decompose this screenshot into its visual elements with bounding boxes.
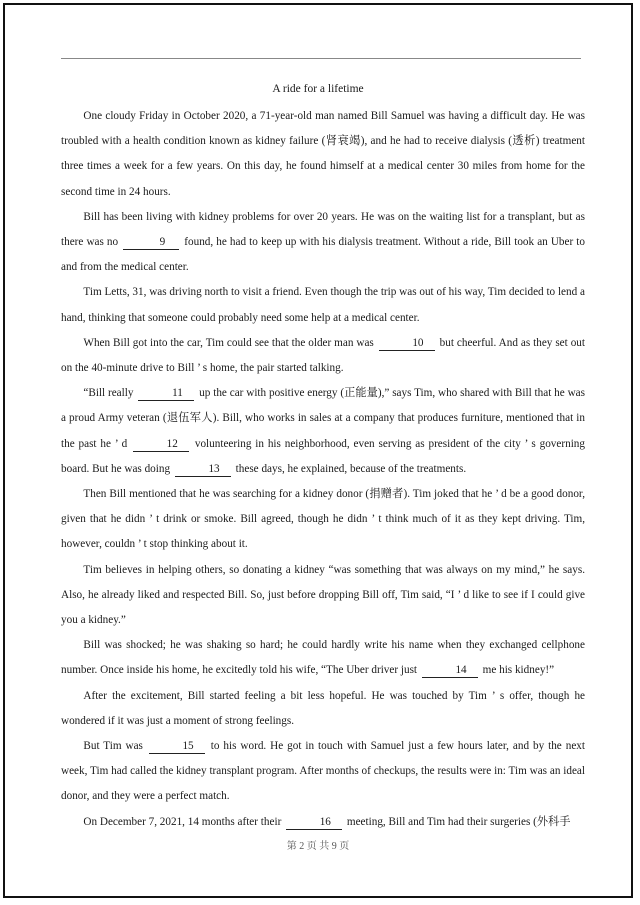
paragraph — [61, 684, 585, 734]
cloze-blank: 15 — [149, 739, 205, 754]
header-rule — [61, 58, 581, 59]
paragraph-text: but cheerful. And as they set out on the 40-minute drive to Bill ’ s home, the pair started talking. — [61, 336, 585, 375]
paragraph — [61, 558, 585, 634]
paragraph — [61, 381, 585, 482]
paragraph — [61, 810, 585, 835]
paragraph-text: Bill has been living with kidney problems for over 20 years. He was on the waiting list for a transplant, but as there was no — [61, 210, 585, 249]
paragraph-text: these days, he explained, because of the treatments. — [232, 462, 467, 475]
paragraph-text: meeting, Bill and Tim had their surgeries (外科手 — [344, 815, 571, 828]
paragraph-text: After the excitement, Bill started feeling a bit less hopeful. He was touched by Tim ’ s offer, though he wondered if it was just a moment of strong feelings. — [61, 689, 585, 727]
passage-body — [61, 104, 585, 835]
paragraph — [61, 734, 585, 810]
paragraph — [61, 331, 585, 381]
paragraph — [61, 482, 585, 558]
paragraph-text: When Bill got into the car, Tim could see that the older man was — [83, 336, 377, 349]
cloze-blank: 13 — [175, 462, 231, 477]
paragraph-text: up the car with positive energy (正能量),” says Tim, who shared with Bill that he was a proud Army veteran (退伍军人). Bill, who works in sales at a company that produces furniture, mentioned that in the past he ’ d — [61, 387, 585, 450]
paragraph-text: “Bill really — [83, 387, 137, 400]
paragraph — [61, 280, 585, 330]
paragraph-text: to his word. He got in touch with Samuel just a few hours later, and by the next week, Tim had called the kidney transplant program. After months of checkups, the results were in: Tim was an ideal donor, and they were a perfect match. — [61, 740, 585, 803]
paragraph-text: volunteering in his neighborhood, even serving as president of the city ’ s governing board. But he was doing — [61, 437, 585, 475]
paragraph-text: Then Bill mentioned that he was searching for a kidney donor (捐赠者). Tim joked that he ’ d be a good donor, given that he didn ’ t drink or smoke. Bill agreed, though he didn ’ t think much of it as they kept driving. Tim, however, couldn ’ t stop thinking about it. — [61, 488, 585, 551]
paragraph-text: found, he had to keep up with his dialysis treatment. Without a ride, Bill took an Uber to and from the medical center. — [61, 236, 585, 274]
paragraph-text: Tim believes in helping others, so donating a kidney “was something that was always on my mind,” he says. Also, he already liked and respected Bill. So, just before dropping Bill off, Tim said, “I ’ d like to see if I could give you a kidney.” — [61, 563, 585, 627]
cloze-blank: 11 — [138, 386, 194, 401]
paragraph — [61, 205, 585, 281]
page-footer: 第 2 页 共 9 页 — [286, 841, 350, 852]
paragraph-text: One cloudy Friday in October 2020, a 71-year-old man named Bill Samuel was having a difficult day. He was troubled with a health condition known as kidney failure (肾衰竭), and he had to receive dialysis (透析) treatment three times a week for a few years. On this day, he found himself at a medical center 30 miles from home for the second time in 24 hours. — [61, 110, 585, 198]
paragraph-text: Tim Letts, 31, was driving north to visit a friend. Even though the trip was out of his way, Tim decided to lend a hand, thinking that someone could probably need some help at a medical center. — [61, 286, 585, 324]
cloze-blank: 14 — [422, 663, 478, 678]
paragraph — [61, 633, 585, 683]
cloze-blank: 9 — [123, 235, 179, 250]
paragraph — [61, 104, 585, 205]
cloze-blank: 16 — [286, 815, 342, 830]
paragraph-text: Bill was shocked; he was shaking so hard; he could hardly write his name when they exchanged cellphone number. Once inside his home, he excitedly told his wife, “The Uber driver just — [61, 639, 585, 677]
paragraph-text: me his kidney!” — [479, 664, 555, 677]
paragraph-text: On December 7, 2021, 14 months after their — [83, 815, 285, 828]
paragraph-text: But Tim was — [83, 740, 147, 753]
cloze-blank: 12 — [133, 437, 189, 452]
document-page — [3, 3, 633, 898]
passage-title: A ride for a lifetime — [272, 83, 364, 95]
cloze-blank: 10 — [379, 336, 435, 351]
